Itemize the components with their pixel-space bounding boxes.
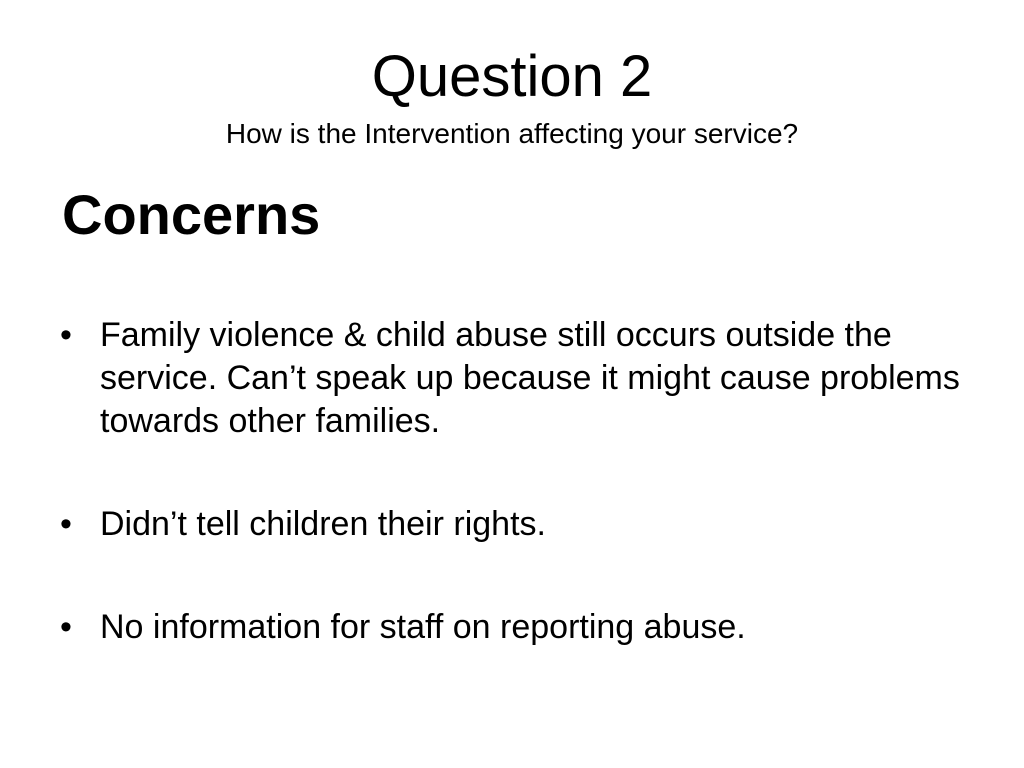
bullet-text-3: No information for staff on reporting abuse. <box>100 608 746 646</box>
slide-title: Question 2 <box>371 44 653 109</box>
section-heading: Concerns <box>62 183 321 246</box>
bullet-text-1: Family violence & child abuse still occurs outside the service. Can’t speak up because it might cause problems towards other families. <box>100 316 960 440</box>
bullet-icon: • <box>60 505 72 543</box>
bullet-text-2: Didn’t tell children their rights. <box>100 505 546 543</box>
slide-subtitle: How is the Intervention affecting your service? <box>225 118 799 149</box>
bullet-item-1 <box>60 314 980 443</box>
bullet-item-3 <box>60 606 980 649</box>
bullet-icon: • <box>60 608 72 646</box>
bullet-list <box>60 314 980 649</box>
bullet-item-2 <box>60 503 980 546</box>
bullet-icon: • <box>60 316 72 354</box>
